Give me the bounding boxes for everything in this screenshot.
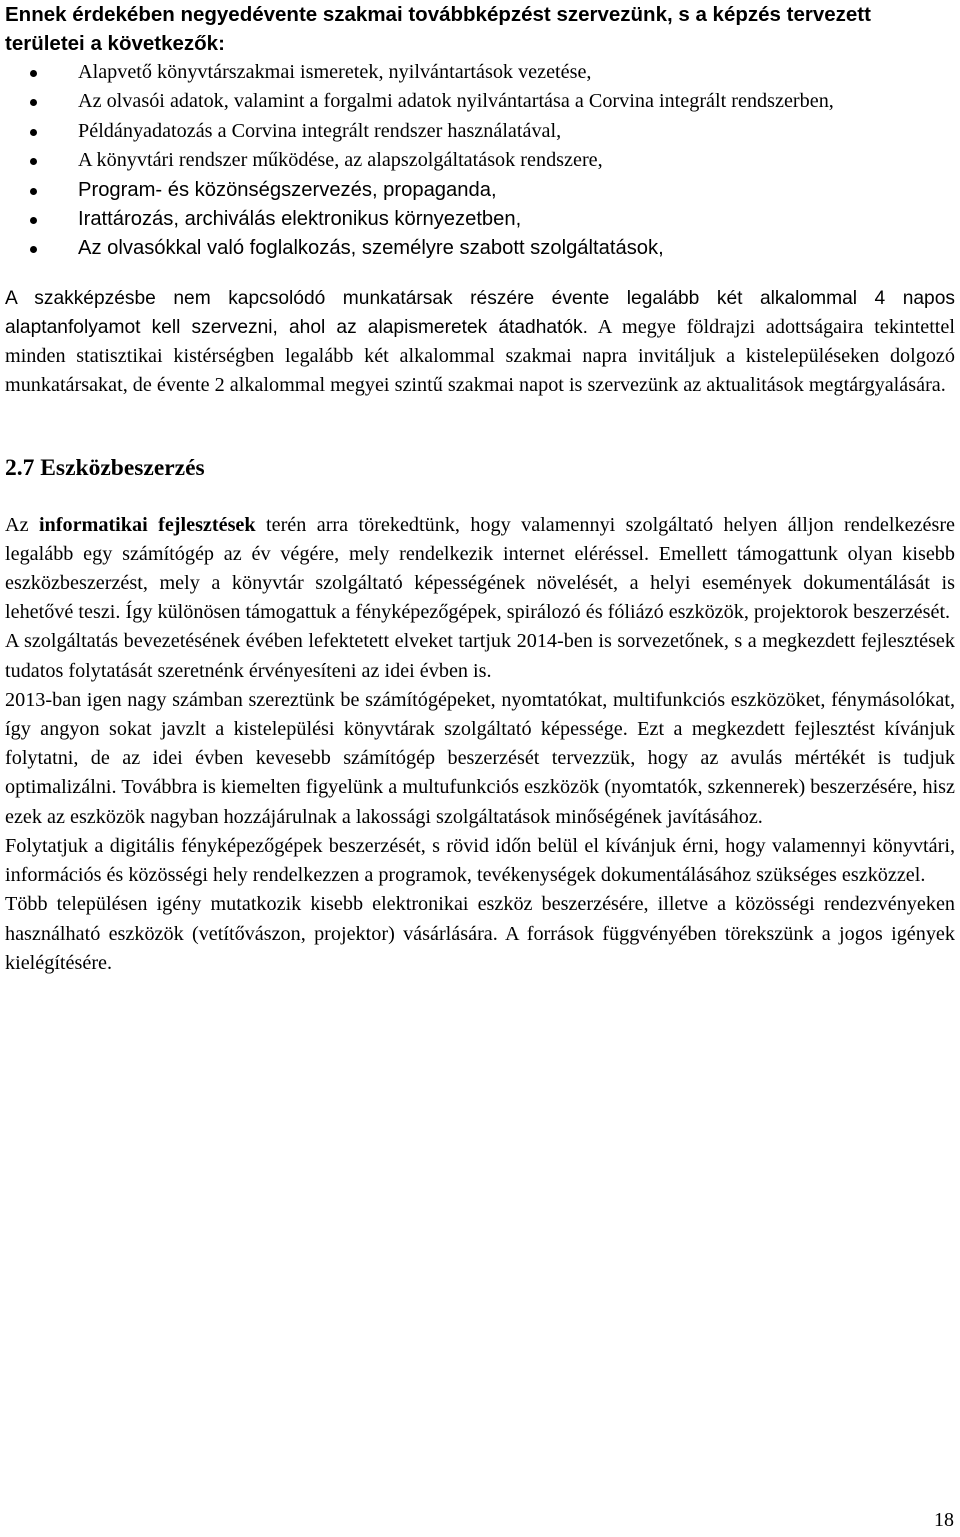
- intro-heading: [5, 0, 955, 58]
- bullet-icon: [30, 70, 37, 77]
- bullet-icon: [30, 246, 37, 253]
- training-topics-list: [5, 58, 955, 264]
- intro-heading-line-1: Ennek érdekében negyedévente szakmai továbbképzést szervezünk, s a képzés tervezett: [5, 3, 871, 26]
- list-item-text: Program- és közönségszervezés, propaganda,: [78, 178, 497, 201]
- document-page: [5, 0, 955, 978]
- section-paragraph-1: Az informatikai fejlesztések terén arra törekedtünk, hogy valamennyi szolgáltató helyen álljon rendelkezésre legalább egy számítógép az év végére, mely rendelkezik internet eléréssel. Emellett támogattunk olyan kisebb eszközbeszerzést, mely a könyvtár szolgáltató képességének növelését, a helyi események dokumentálását is lehetővé teszi. Így különösen támogattuk a fényképezőgépek, spirálozó és fóliázó eszközök, projektorok beszerzését.: [5, 513, 955, 624]
- list-item: [5, 87, 955, 116]
- list-item-text: Az olvasói adatok, valamint a forgalmi adatok nyilvántartása a Corvina integrált rendszerben,: [78, 90, 834, 113]
- training-paragraph-part-1: A szakképzésbe nem kapcsolódó munkatársak részére évente legalább két alkalommal 4 napos alaptanfolyamot kell szervezni, ahol az alapismeretek átadhatók.: [5, 287, 955, 339]
- list-item: [5, 58, 955, 87]
- list-item-text: Irattározás, archiválás elektronikus környezetben,: [78, 208, 522, 231]
- spacer: [5, 264, 955, 284]
- list-item: [5, 117, 955, 146]
- intro-heading-line-2: területei a következők:: [5, 32, 225, 55]
- list-item-text: Alapvető könyvtárszakmai ismeretek, nyilvántartások vezetése,: [78, 61, 592, 83]
- bullet-icon: [30, 99, 37, 106]
- bullet-icon: [30, 129, 37, 136]
- bullet-icon: [30, 188, 37, 195]
- bullet-icon: [30, 158, 37, 165]
- training-paragraph-part-2: A megye földrajzi adottságaira tekintettel minden statisztikai kistérségben legalább két alkalommal szakmai napra invitáljuk a kistelepüléseken dolgozó munkatársakat, de évente 2 alkalommal megyei szintű szakmai napot is szervezünk az aktualitások megtárgyalására.: [5, 316, 955, 397]
- section-paragraph-3: 2013-ban igen nagy számban szereztünk be számítógépeket, nyomtatókat, multifunkciós eszközöket, fénymásolókat, így angyon sokat javzlt a kistelepülési könyvtárak szolgáltató képessége. Ezt a megkezdett fejlesztést kívánjuk folytatni, de az idei évben kevesebb számítógép beszerzését tervezzük, hogy az avulás mértékét is tudjuk optimalizálni. Továbbra is kiemelten figyelünk a multufunkciós eszközök (nyomtatók, szkennerek) beszerzésére, hisz ezek az eszközök nagyban hozzájárulnak a lakossági szolgáltatások minőségének javításához.: [5, 688, 955, 828]
- list-item-text: A könyvtári rendszer működése, az alapszolgáltatások rendszere,: [78, 149, 603, 172]
- spacer: [5, 401, 955, 453]
- list-item: [5, 146, 955, 175]
- list-item: [5, 176, 955, 205]
- list-item-text: Példányadatozás a Corvina integrált rendszer használatával,: [78, 119, 562, 142]
- section-paragraph-4: Folytatjuk a digitális fényképezőgépek beszerzését, s rövid időn belül el kívánjuk érni, hogy valamennyi könyvtári, információs és közösségi hely rendelkezzen a programok, tevékenységek dokumentálásához szükséges eszközzel.: [5, 834, 955, 887]
- bullet-icon: [30, 217, 37, 224]
- spacer: [5, 483, 955, 511]
- list-item: [5, 205, 955, 234]
- list-item: [5, 234, 955, 263]
- training-paragraph: [5, 284, 955, 401]
- section-paragraph-2: A szolgáltatás bevezetésének évében lefektetett elveket tartjuk 2014-ben is sorvezetőnek, s a megkezdett fejlesztések tudatos folytatását szeretnénk érvényesíteni az idei évben is.: [5, 630, 955, 682]
- section-paragraph-5: Több településen igény mutatkozik kisebb elektronikai eszköz beszerzésére, illetve a közösségi rendezvényeken használható eszközök (vetítővászon, projektor) vásárlására. A források függvényében törekszünk a jogos igények kielégítésére.: [5, 893, 955, 974]
- list-item-text: Az olvasókkal való foglalkozás, személyre szabott szolgáltatások,: [78, 237, 664, 260]
- emphasis-text: informatikai fejlesztések: [38, 513, 256, 536]
- page-number: 18: [934, 1509, 954, 1531]
- section-title: 2.7 Eszközbeszerzés: [5, 454, 205, 481]
